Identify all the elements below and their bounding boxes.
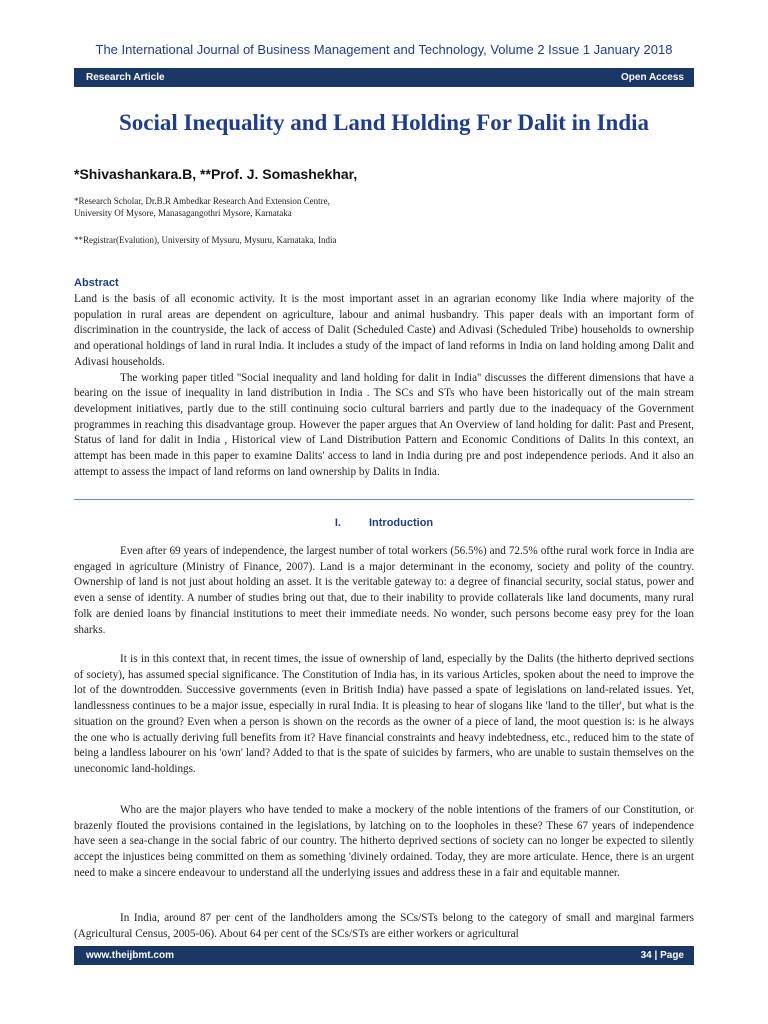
abstract-heading: Abstract [74, 277, 119, 289]
divider [74, 499, 694, 500]
section-title: Introduction [368, 517, 434, 529]
body-paragraph: Who are the major players who have tended to make a mockery of the noble intentions of the framers of our Constitution, or brazenly flouted the provisions contained in the legislations, by latching on to the loopholes in these? These 67 years of independence have seen a sea-change in the social fabric of our country. The hitherto deprived sections of society can no longer be expected to silently accept the injustices being committed on them as something 'divinely ordained. Today, they are more articulate. Hence, there is an urgent need to make a sincere endeavour to understand all the underlying issues and address these in a fair and equitable manner. [74, 804, 694, 879]
section-number: I. [334, 517, 341, 529]
abstract-body [74, 292, 694, 480]
section-heading [0, 517, 768, 529]
website-link[interactable]: www.theijbmt.com [86, 950, 174, 961]
affiliation-first-line2: University Of Mysore, Manasagangothri Mysore, Karnataka [74, 208, 292, 218]
affiliation-first-line1: *Research Scholar, Dr.B.R Ambedkar Research And Extension Centre, [74, 196, 330, 206]
authors: *Shivashankara.B, **Prof. J. Somashekhar, [74, 166, 358, 182]
article-type-label: Research Article [86, 72, 165, 83]
open-access-label: Open Access [621, 72, 684, 83]
paper-title: Social Inequality and Land Holding For Dalit in India [118, 110, 649, 135]
article-type-bar [74, 68, 694, 87]
affiliation-second: **Registrar(Evalution), University of Mysuru, Mysuru, Karnataka, India [74, 235, 337, 245]
footer-bar [74, 946, 694, 965]
journal-header: The International Journal of Business Management and Technology, Volume 2 Issue 1 January 2018 [95, 42, 673, 57]
abstract-paragraph: The working paper titled ''Social inequality and land holding for dalit in India'' discusses the different dimensions that have a bearing on the issue of inequality in land distribution in India . The SCs and STs who have been historically out of the main stream development initiatives, partly due to the still continuing socio cultural barriers and partly due to the inadequacy of the Government programmes in reaching this disadvantage group. However the paper argues that An Overview of land holding for dalit: Past and Present, Status of land for dalit in India , Historical view of Land Distribution Pattern and Economic Conditions of Dalits In this context, an attempt has been made in this paper to examine Dalits' access to land in India during pre and post independence periods. And it also an attempt to assess the impact of land reforms on land ownership by Dalits in India. [74, 371, 694, 478]
page-number: 34 | Page [640, 950, 684, 961]
body-paragraph: It is in this context that, in recent times, the issue of ownership of land, especially by the Dalits (the hitherto deprived sections of society), has assumed special significance. The Constitution of India has, in its various Articles, spoken about the need to improve the lot of the downtrodden. Successive governments (even in British India) have passed a spate of legislations on land-related issues. Yet, landlessness continues to be a major issue, especially in rural India. It is pleasing to hear of slogans like 'land to the tiller', but what is the situation on the ground? Even when a person is shown on the records as the owner of a piece of land, the moot question is: is he always the one who is actually deriving full benefits from it? Have financial constraints and heavy indebtedness, etc., reduced him to the state of being a landless labourer on his 'own' land? Added to that is the spate of suicides by farmers, who are unable to sustain themselves on the uneconomic land-holdings. [74, 653, 694, 775]
affiliation-first [74, 195, 330, 219]
abstract-paragraph: Land is the basis of all economic activity. It is the most important asset in an agrarian economy like India where majority of the population in rural areas are dependent on agriculture, labour and animal husbandry. This paper deals with an important form of discrimination in the countryside, the lack of access of Dalit (Scheduled Caste) and Adivasi (Scheduled Tribe) households to ownership and operational holdings of land in rural India. It includes a study of the impact of land reforms in India on land holding among Dalit and Adivasi households. [74, 293, 694, 368]
body-paragraph: In India, around 87 per cent of the landholders among the SCs/STs belong to the category of small and marginal farmers (Agricultural Census, 2005-06). About 64 per cent of the SCs/STs are either workers or agricultural [74, 912, 694, 940]
body-paragraph: Even after 69 years of independence, the largest number of total workers (56.5%) and 72.5% ofthe rural work force in India are engaged in agriculture (Ministry of Finance, 2007). Land is a major determinant in the economy, society and polity of the country. Ownership of land is not just about holding an asset. It is the veritable gateway to: a degree of financial security, social status, power and even a sense of identity. A number of studies bring out that, due to their inability to provide collaterals like land documents, many rural folk are denied loans by financial institutions to meet their immediate needs. No wonder, such persons become easy prey for the loan sharks. [74, 545, 694, 636]
